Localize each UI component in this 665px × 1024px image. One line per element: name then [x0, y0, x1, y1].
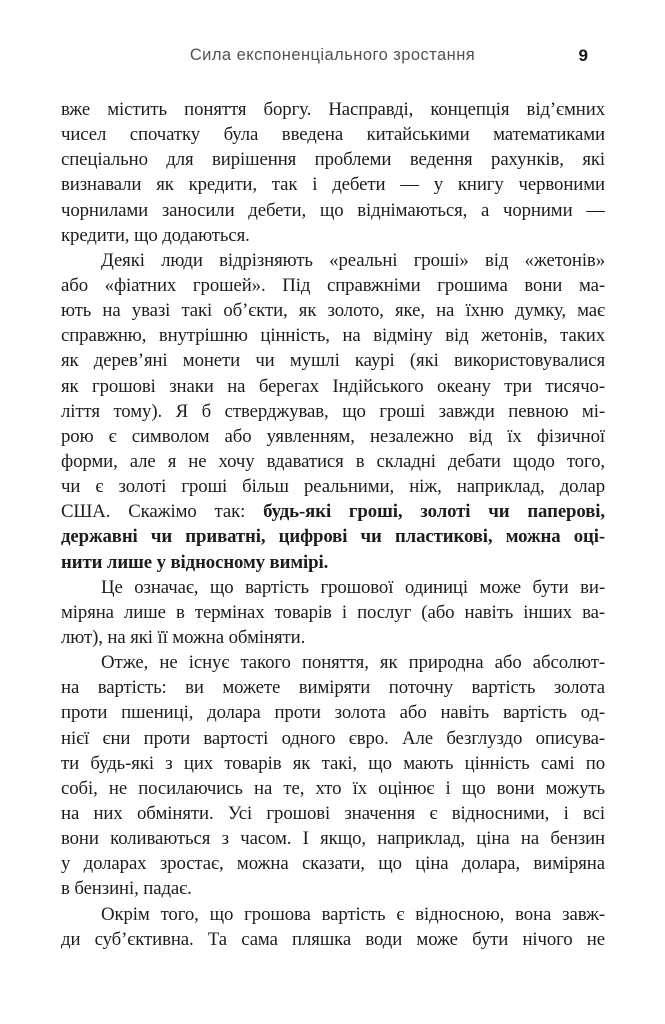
text-line [61, 575, 605, 600]
text-segment: чорнилами заносили дебети, що віднімаються, а чорними — [61, 199, 605, 221]
paragraph [61, 248, 605, 575]
text-line [61, 851, 605, 876]
text-segment: або «фіатних грошей». Під справжніми грошима вони ма- [61, 274, 605, 296]
text-line [61, 198, 605, 223]
paragraph [61, 575, 605, 650]
text-line [61, 927, 605, 952]
text-line [61, 700, 605, 725]
text-line [61, 374, 605, 399]
text-segment: ди суб’єктивна. Та сама пляшка води може бути нічого не [61, 928, 605, 950]
text-line [61, 600, 605, 625]
text-line [61, 726, 605, 751]
text-segment: визнавали як кредити, так і дебети — у книгу червоними [61, 174, 605, 196]
paragraph [61, 902, 605, 952]
text-segment: вони коливаються з часом. І якщо, наприклад, ціна на бензин [61, 828, 605, 850]
text-segment: на них обміняти. Усі грошові значення є відносними, і всі [61, 802, 605, 824]
text-line [61, 876, 605, 901]
paragraph [61, 97, 605, 248]
text-line [61, 223, 605, 248]
text-segment: в бензині, падає. [61, 878, 192, 900]
text-line [61, 801, 605, 826]
text-segment: кредити, що додаються. [61, 224, 250, 246]
text-line [61, 826, 605, 851]
text-segment: лют), на які її можна обміняти. [61, 626, 306, 648]
text-segment: чисел спочатку була введена китайськими математиками [61, 124, 605, 146]
text-line [61, 650, 605, 675]
bold-text-segment: державні чи приватні, цифрові чи пластикові, можна оці- [61, 526, 605, 548]
text-segment: Деякі люди відрізняють «реальні гроші» від «жетонів» [101, 249, 605, 271]
text-line [61, 902, 605, 927]
text-line [61, 751, 605, 776]
text-segment: ліття тому). Я б стверджував, що гроші завжди певною мі- [61, 400, 605, 422]
text-line [61, 776, 605, 801]
text-line [61, 348, 605, 373]
text-line [61, 298, 605, 323]
text-segment: вже містить поняття боргу. Насправді, концепція від’ємних [61, 99, 605, 120]
running-head-chapter-title: Сила експоненціального зростання [189, 46, 476, 64]
text-segment: ти будь-які з цих товарів як такі, що мають цінність самі по [61, 752, 605, 774]
text-segment: справжню, внутрішню цінність, на відміну від жетонів, таких [61, 325, 605, 347]
text-line [61, 675, 605, 700]
text-segment: ють на увазі такі об’єкти, як золото, яке, на їхню думку, має [61, 300, 605, 322]
text-line [61, 147, 605, 172]
text-segment: як грошові знаки на берегах Індійського океану три тисячо- [61, 375, 605, 397]
page-header [0, 46, 665, 68]
text-segment: у доларах зростає, можна сказати, що ціна долара, виміряна [61, 853, 605, 875]
page-number: 9 [578, 46, 588, 65]
text-line [61, 524, 605, 549]
text-segment: як дерев’яні монети чи мушлі каурі (які використовувалися [61, 350, 605, 372]
text-segment: міряна лише в термінах товарів і послуг (або навіть інших ва- [61, 601, 605, 623]
text-segment: чи є золоті гроші більш реальними, ніж, наприклад, долар [61, 476, 605, 498]
text-line [61, 172, 605, 197]
page-body [61, 97, 605, 952]
text-segment: Це означає, що вартість грошової одиниці може бути ви- [101, 576, 605, 598]
text-segment: на вартість: ви можете виміряти поточну вартість золота [61, 677, 605, 699]
text-segment: нієї єни проти вартості одного євро. Але безглуздо описува- [61, 727, 605, 749]
text-segment: Отже, не існує такого поняття, як природна або абсолют- [101, 652, 605, 674]
bold-text-segment: будь-які гроші, золоті чи паперові, [263, 501, 605, 523]
text-line [61, 97, 605, 122]
text-segment: проти пшениці, долара проти золота або навіть вартість од- [61, 702, 605, 724]
text-line [61, 273, 605, 298]
text-segment: форми, але я не хочу вдаватися в складні дебати щодо того, [61, 450, 605, 472]
text-line [61, 474, 605, 499]
text-segment: собі, не посилаючись на те, хто їх оцінює і що вони можуть [61, 777, 605, 799]
text-segment: спеціально для вирішення проблеми ведення рахунків, які [61, 149, 605, 171]
text-line [61, 248, 605, 273]
text-line [61, 424, 605, 449]
paragraph [61, 650, 605, 901]
bold-text-segment: нити лише у відносному вимірі. [61, 551, 329, 573]
text-line [61, 399, 605, 424]
text-line [61, 323, 605, 348]
text-segment: Окрім того, що грошова вартість є відносною, вона завж- [101, 903, 605, 925]
text-line [61, 499, 605, 524]
text-segment: рою є символом або уявленням, незалежно від їх фізичної [61, 425, 605, 447]
text-line [61, 550, 605, 575]
text-line [61, 625, 605, 650]
text-line [61, 122, 605, 147]
text-segment: США. Скажімо так: [61, 501, 264, 523]
text-line [61, 449, 605, 474]
